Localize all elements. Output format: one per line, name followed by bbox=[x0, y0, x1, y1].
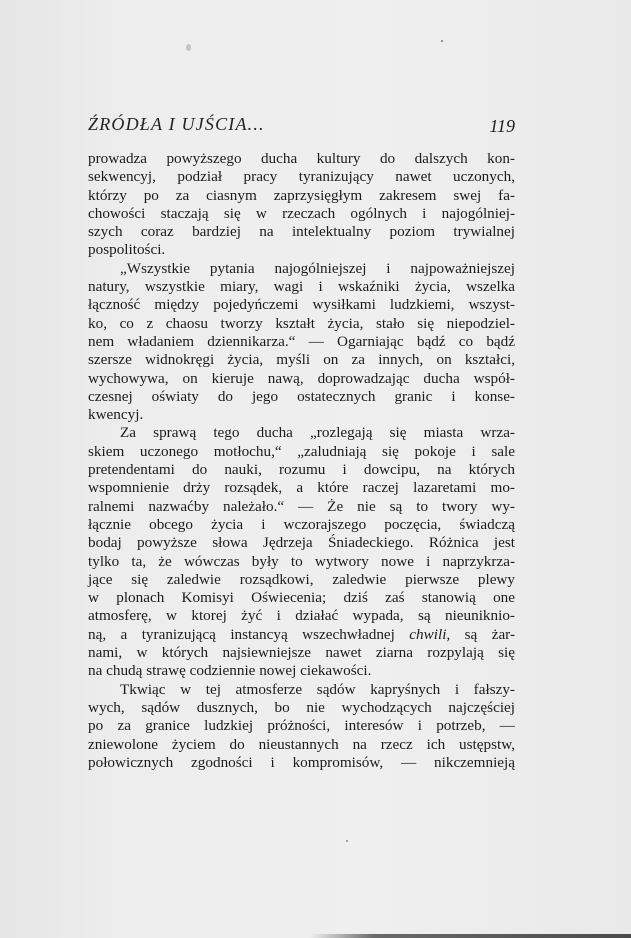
text-line: czesnej oświaty do jego ostatecznych granic i konse- bbox=[88, 387, 515, 405]
body-text bbox=[88, 150, 515, 772]
text-line: wych, sądów dusznych, bo nie wychodzących najczęściej bbox=[88, 698, 515, 716]
text-line: kwencyj. bbox=[88, 406, 144, 424]
text-line: nami, w których najsiewniejsze nawet ziarna rozpylają się bbox=[88, 644, 515, 662]
text-run: ną, a tyranizującą instancyą wszechwładnej bbox=[88, 625, 410, 643]
text-line: Tkwiąc w tej atmosferze sądów kapryśnych i fałszy- bbox=[120, 680, 515, 698]
chapter-running-title: ŹRÓDŁA I UJŚCIA... bbox=[88, 114, 265, 134]
scan-speck bbox=[441, 40, 443, 42]
text-line: pretendentami do nauki, rozumu i dowcipu, na których bbox=[88, 461, 515, 479]
text-line: pospolitości. bbox=[88, 241, 166, 259]
text-line: wspomnienie drży rozsądek, a które raczej lazaretami mo- bbox=[88, 479, 515, 497]
running-header bbox=[88, 114, 515, 138]
text-line: prowadza powyższego ducha kultury do dalszych kon- bbox=[88, 150, 515, 167]
text-line: ko, co z chaosu tworzy kształt życia, stało się niepodziel- bbox=[88, 314, 515, 332]
text-line: Za sprawą tego ducha „rozlegają się miasta wrza- bbox=[120, 424, 515, 442]
page-number: 119 bbox=[489, 116, 515, 136]
text-run: są żar- bbox=[450, 625, 515, 643]
text-line: „Wszystkie pytania najogólniejszej i najpoważniejszej bbox=[120, 259, 515, 277]
scan-speck bbox=[346, 840, 348, 842]
emphasized-word: chwili, bbox=[409, 625, 451, 643]
text-line: łącznie obcego życia i wczorajszego poczęcia, świadczą bbox=[88, 515, 515, 533]
paragraph-3 bbox=[88, 424, 515, 680]
text-line: którzy po za ciasnym zaprzysięgłym zakresem swej fa- bbox=[88, 186, 515, 204]
text-line: szych coraz bardziej na intelektualny poziom trywialnej bbox=[88, 223, 515, 241]
text-line: ralnemi nazwaćby należało.“ — Że nie są to twory wy- bbox=[88, 497, 515, 515]
paragraph-4 bbox=[88, 681, 515, 772]
paragraph-1 bbox=[88, 150, 515, 260]
text-line: w plonach Komisyi Oświecenia; dziś zaś stanowią one bbox=[88, 589, 515, 607]
text-line: skiem uczonego motłochu,“ „zaludniają się pokoje i sale bbox=[88, 442, 515, 460]
text-line: natury, wszystkie miary, wagi i wskaźniki życia, wszelka bbox=[88, 278, 515, 296]
text-line: po za granice ludzkiej próżności, interesów i potrzeb, — bbox=[88, 717, 515, 735]
text-line: chowości staczają się w rzeczach ogólnych i najogólniej- bbox=[88, 204, 515, 222]
text-line: zniewolone życiem do nieustannych na rzecz ich ustępstw, bbox=[88, 735, 515, 753]
text-line: sekwencyj, podział pracy tyranizujący nawet uczonych, bbox=[88, 168, 515, 186]
text-line: łączność między pojedyńczemi wysiłkami ludzkiemi, wszyst- bbox=[88, 296, 515, 314]
text-line: tylko ta, że wówczas były to wytwory nowe i naprzykrza- bbox=[88, 552, 515, 570]
scan-speck bbox=[186, 44, 191, 51]
paragraph-2 bbox=[88, 260, 515, 425]
text-line: wychowywa, on kieruje nawą, doprowadzając ducha współ- bbox=[88, 369, 515, 387]
text-line-with-italic bbox=[88, 626, 515, 644]
text-line: atmosferę, w ktorej żyć i działać wypada, są nieuniknio- bbox=[88, 607, 515, 625]
page-edge-shadow bbox=[310, 934, 631, 938]
text-line: jące się zaledwie rozsądkowi, zaledwie pierwsze plewy bbox=[88, 570, 515, 588]
text-line: szersze widnokręgi życia, myśli on za innych, on kształci, bbox=[88, 351, 515, 369]
text-line: bodaj powyższe słowa Jędrzeja Śniadeckiego. Różnica jest bbox=[88, 534, 515, 552]
text-line: połowicznych zgodności i kompromisów, — nikczemnieją bbox=[88, 753, 515, 771]
text-line: na chudą strawę codziennie nowej ciekawości. bbox=[88, 662, 372, 680]
text-line: nem władaniem dziennikarza.“ — Ogarniając bądź co bądź bbox=[88, 332, 515, 350]
